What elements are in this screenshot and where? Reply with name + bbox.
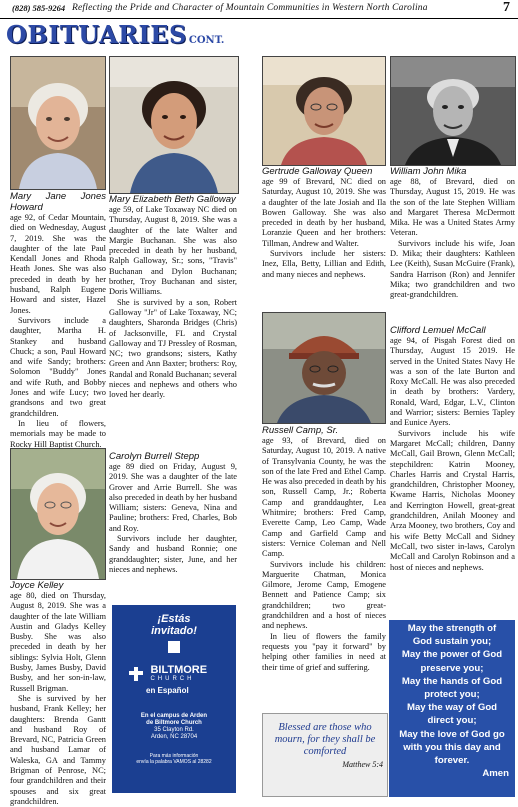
poem-line: protect you; xyxy=(424,689,480,701)
obit-russell xyxy=(262,425,386,673)
obit-paragraph: age 92, of Cedar Mountain, died on Wednesday, August 7, 2019. She was the daughter of the late Paul Kendall Jones and Rhoda Heath Jones. She was also preceded in death by her husband, Ralph Eugene Howard and sister, Hazel Jones. xyxy=(10,213,106,315)
scripture-quote-box xyxy=(262,713,388,797)
obit-name: Joyce Kelley xyxy=(10,580,64,591)
photo-gertrude-queen xyxy=(262,56,386,166)
obit-paragraph: age 80, died on Thursday, August 8, 2019. She was a daughter of the late William Austin and Gladys Kelley Busby. She was also preceded in death by her siblings: Sylvia Holt, Glenn Busby, James Busby, David Busby, and her son-in-law, Russell Brigman. xyxy=(10,591,106,693)
ad-location-line: de Biltmore Church xyxy=(146,720,202,727)
biltmore-church-ad xyxy=(112,605,236,793)
poem-line: May the strength of xyxy=(407,623,497,634)
obit-name: Russell Camp, Sr. xyxy=(262,425,339,436)
ad-brand: BILTMORE xyxy=(150,664,208,676)
photo-joyce-kelley xyxy=(10,448,106,580)
obit-paragraph: In lieu of flowers the family requests you "pay it forward" by helping other families in need at their time of grief and suffering. xyxy=(262,631,386,672)
header-tagline: Reflecting the Pride and Character of Mountain Communities in Western North Carolina xyxy=(72,3,428,13)
obit-name: Clifford Lemuel McCall xyxy=(390,325,486,336)
obit-paragraph: Survivors include her sisters: Inez, Ella, Betty, Lillian and Edith, and many nieces and nephews. xyxy=(262,249,386,279)
obit-paragraph: age 94, of Pisgah Forest died on Thursday, August 15 2019. He served in the United States Navy He was a son of the late Burton and Roxy McCall. He was also preceded in death by brothers: Vardery, Ronald, Ward, Edgar, L.V., Clinton and Warrior; sisters: Bernies Tapley and Eunice Ayers. xyxy=(390,336,515,428)
ad-headline xyxy=(112,613,236,637)
photo-mary-jane-howard xyxy=(10,56,106,190)
poem-line: May the love of God go xyxy=(399,728,505,740)
obit-paragraph: Survivors include his children: Marguerite Chatman, Monica Gilmore, Jerome Camp, Emogene Bennett and Patience Camp; six grandchildren; two great-grandchildren and a host of nieces and nephews. xyxy=(262,559,386,631)
ad-language: en Español xyxy=(146,686,189,696)
obit-name: William John Mika xyxy=(390,166,467,177)
obit-name: Mary Jane Jones Howard xyxy=(10,191,106,213)
obit-gertrude xyxy=(262,166,386,280)
poem-line: direct you; xyxy=(427,715,477,727)
obit-paragraph: She is survived by a son, Robert Galloway "Jr" of Lake Toxaway, NC; daughters, Sharonda Bridges (Chris) of Jacksonville, FL and Crystal Galloway and TJ Pressley of Rosman, NC; two grandsons; sisters, Kathy Green and Ann Baxter; brothers: Roy, Randal and Ronald Buchanan; several nieces and nephews and others who loved her dearly. xyxy=(109,297,237,400)
ad-footer-line: envía la palabra VAMOS al 28282 xyxy=(136,759,212,766)
ad-location-line: En el campus de Arden xyxy=(140,713,208,720)
header-phone: (828) 585-9264 xyxy=(12,3,66,13)
ad-footer xyxy=(112,753,236,765)
obit-paragraph: age 89 died on Friday, August 9, 2019. She was a daughter of the late Grover and Arrie Burrell. She was also preceded in death by her husband William; sisters: Geneva, Nina and Pauline; brothers: Fred, Charles, Bob and Roy. xyxy=(109,462,237,533)
quote-text: Blessed are those who mourn, for they shall be comforted xyxy=(274,722,376,757)
section-title-main: OBITUARIES xyxy=(6,20,187,49)
poem-line: with you this day and xyxy=(403,741,501,753)
poem-line: May the hands of God xyxy=(401,675,503,687)
obit-name: Gertrude Galloway Queen xyxy=(262,166,373,177)
poem-line: forever. xyxy=(434,755,470,767)
obit-paragraph: She is survived by her husband, Frank Kelley; her daughters: Brenda Gantt and husband Roy of Brevard, NC, Patricia Green and husband Lamar of Waleska, GA and Tammy Brigman of Penrose, NC; four grandchildren and their spouses and six great grandchildren. xyxy=(10,693,106,806)
section-title-cont: CONT. xyxy=(188,35,225,46)
ad-footer-line: Para más información xyxy=(149,753,199,760)
obit-william xyxy=(390,166,515,301)
obit-paragraph: age 88, of Brevard, died on Thursday, August 15, 2019. He was the son of the late Stephen William and Margaret Theresa McDermott Mika. He was a United States Army Veteran. xyxy=(390,177,515,238)
poem-line: May the power of God xyxy=(401,649,503,661)
obit-mary-jane xyxy=(10,191,106,450)
obit-paragraph: age 93, of Brevard, died on Saturday, August 10, 2019. A native of Transylvania County, he was the son of the late Fred and Ethel Camp. He was also preceded in death by his son, Russell Camp, Jr.; Roberta Camp and granddaughter, Lea Whitmire; brothers: Fred Camp, Everette Camp, Leo Camp, Wade Camp and Garfield Camp and sisters: Vernice Coleman and Nell Camp. xyxy=(262,436,386,559)
quote-reference: Matthew 5:4 xyxy=(342,760,383,769)
ad-headline-line: invitado! xyxy=(151,625,197,637)
ad-brand-sub: CHURCH xyxy=(150,676,195,682)
cross-icon xyxy=(129,667,143,681)
photo-russell-camp xyxy=(262,312,386,424)
page-header xyxy=(0,0,518,19)
obit-paragraph: Survivors include his wife, Joan D. Mika; their daughters: Kathleen Lee (Keith), Susan McGuire (Frank), Sandra Harrison (Ron) and Jennifer Mika; two grandchildren and two great-grandchildren. xyxy=(390,238,515,300)
section-title xyxy=(6,20,224,50)
obit-paragraph: age 59, of Lake Toxaway NC died on Thursday, August 8, 2019. She was a daughter of the late Walter and Margie Buchanan. She was also preceded in death by her husband, Ralph Galloway, Sr.; sons, "Travis" Buchanan and Dylon Buchanan; brother, Troy Buchanan and sister, Doris Williams. xyxy=(109,205,237,297)
ad-location xyxy=(112,713,236,741)
obit-paragraph: age 99 of Brevard, NC died on Saturday, August 10, 2019. She was a daughter of the late Josiah and Ila Bowen Galloway. She was also preceded in death by her husband, Loranzie Queen and her brothers: Tillman, Andrew and Walter. xyxy=(262,177,386,248)
poem-line: God sustain you; xyxy=(412,636,492,648)
obit-paragraph: Survivors include his wife Margaret McCall; children, Danny McCall, Gail Brown, Glenn McCall; stepchildren: Katrin Mooney, Charles Harris and Crystal Harris, grandchildren, Christopher Mooney, Kwame Harris, Nicholas Mooney and Kerrington Howell, great-great grandchildren, Anilah Mooney and Arza Mooney, two brothers, Coy and his wife Betty McCall and Sidney McCall, two sister in-laws, Carolyn McCall and Carolyn Robinson and a host of nieces and nephews. xyxy=(390,428,515,572)
ad-logo xyxy=(129,665,219,695)
photo-william-mika xyxy=(390,56,516,166)
ad-location-line: Arden, NC 28704 xyxy=(150,734,198,741)
obit-clifford xyxy=(390,325,515,573)
obit-carolyn xyxy=(109,451,237,575)
poem-line: May the way of God xyxy=(406,702,498,714)
obit-name: Carolyn Burrell Stepp xyxy=(109,451,200,462)
obit-paragraph: Survivors include a daughter, Martha H. Stankey and husband Chuck; a son, Paul Howard and wife Sandy; brothers: Solomon "Buddy" Jones and wife Ruth, and Bobby Jones and wife Lucy; two grandsons and two great grandchildren. xyxy=(10,315,106,418)
obit-joyce xyxy=(10,580,106,807)
blessing-poem-box xyxy=(389,620,515,797)
obit-paragraph: In lieu of flowers, memorials may be made to Rocky Hill Baptist Church. xyxy=(10,418,106,449)
ad-bullet-icon xyxy=(168,641,180,653)
obit-paragraph: Survivors include her daughter, Sandy and husband Ronnie; one granddaughter; sister, June, and her nieces and nephews. xyxy=(109,534,237,574)
poem-line: Amen xyxy=(482,768,509,780)
photo-mary-elizabeth-galloway xyxy=(109,56,239,194)
obit-name: Mary Elizabeth Beth Galloway xyxy=(109,194,236,205)
poem-line: preserve you; xyxy=(420,662,484,674)
obit-mary-elizabeth xyxy=(109,194,237,401)
page-number: 7 xyxy=(503,0,510,15)
ad-location-line: 35 Clayton Rd. xyxy=(154,727,194,734)
ad-headline-line: ¡Estás xyxy=(157,613,191,625)
